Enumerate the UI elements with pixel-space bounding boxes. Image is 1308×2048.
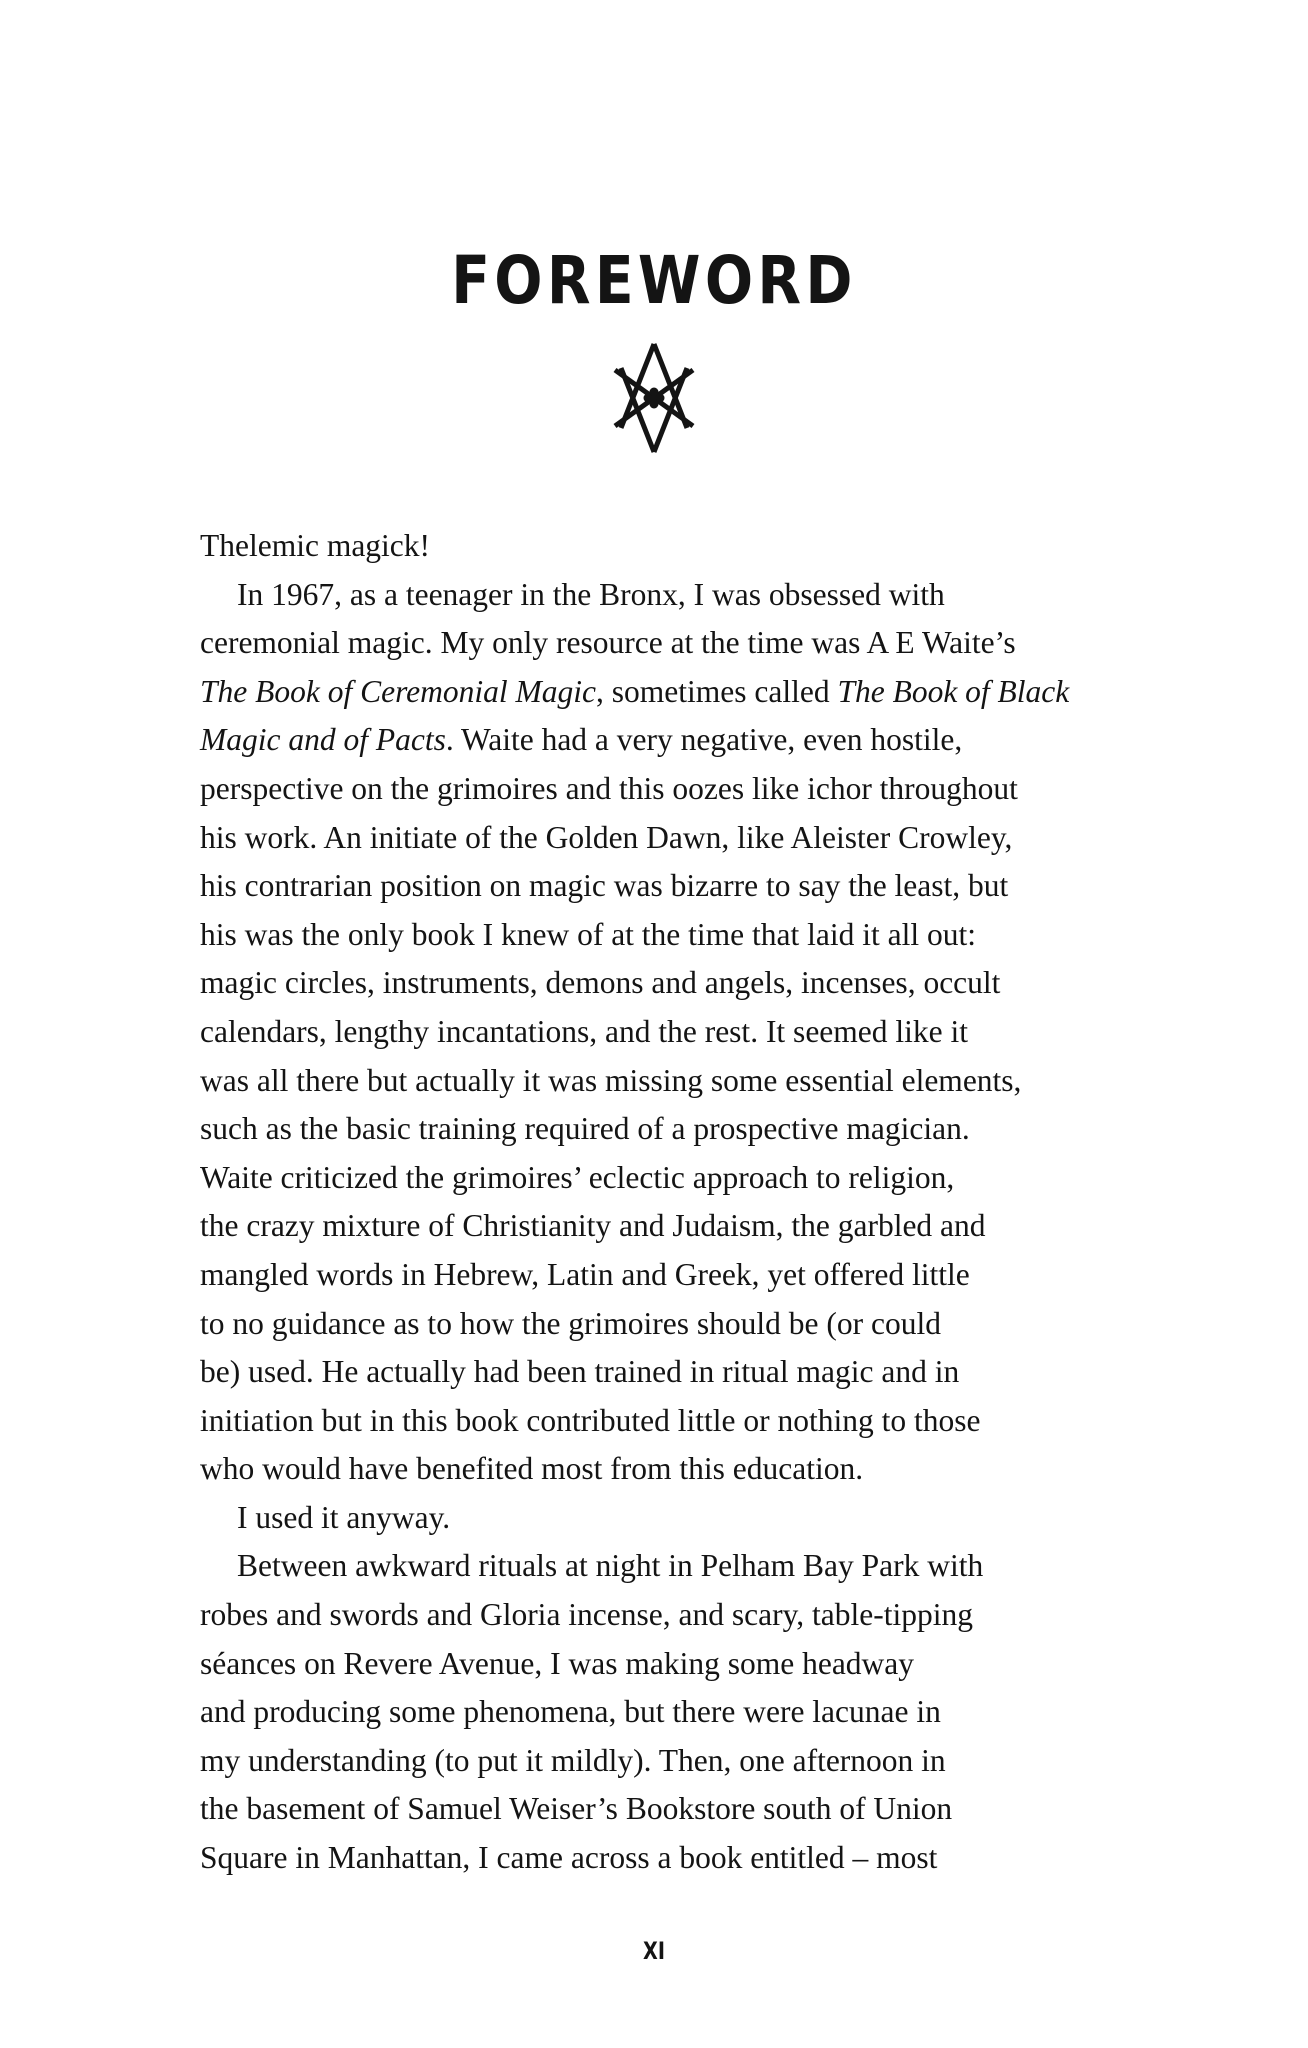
text-line: mangled words in Hebrew, Latin and Greek, yet offered little <box>200 1256 970 1292</box>
text-line: Between awkward rituals at night in Pelham Bay Park with <box>237 1548 984 1584</box>
book-title: Magic and of Pacts <box>200 722 446 758</box>
text-line: Magic and of Pacts. Waite had a very negative, even hostile, <box>200 722 963 758</box>
chapter-title: FOREWORD <box>451 242 857 319</box>
text-line: his contrarian position on magic was bizarre to say the least, but <box>200 868 1009 904</box>
unicursal-hexagram-icon <box>611 340 697 456</box>
text-line: The Book of Ceremonial Magic, sometimes called The Book of Black <box>200 673 1070 709</box>
text-line: who would have benefited most from this education. <box>200 1451 864 1487</box>
text-line: séances on Revere Avenue, I was making some headway <box>200 1645 915 1681</box>
book-title: The Book of Black <box>837 673 1070 709</box>
text-line: be) used. He actually had been trained in ritual magic and in <box>200 1354 960 1390</box>
text-line: ceremonial magic. My only resource at the time was A E Waite’s <box>200 625 1016 661</box>
text-line: such as the basic training required of a prospective magician. <box>200 1111 970 1147</box>
page-number: XI <box>643 1937 665 1965</box>
text-line: I used it anyway. <box>237 1499 451 1535</box>
text-line: his work. An initiate of the Golden Dawn, like Aleister Crowley, <box>200 819 1013 855</box>
text-line: Thelemic magick! <box>200 528 431 563</box>
text-line: to no guidance as to how the grimoires should be (or could <box>200 1305 941 1341</box>
text-line: the basement of Samuel Weiser’s Bookstore south of Union <box>200 1791 953 1827</box>
text-line: magic circles, instruments, demons and angels, incenses, occult <box>200 965 1001 1001</box>
book-title: The Book of Ceremonial Magic <box>200 673 597 709</box>
text-line: Square in Manhattan, I came across a book entitled – most <box>200 1840 938 1876</box>
text-line: calendars, lengthy incantations, and the rest. It seemed like it <box>200 1013 968 1049</box>
text-line: initiation but in this book contributed little or nothing to those <box>200 1402 981 1438</box>
text-line: was all there but actually it was missing some essential elements, <box>200 1062 1022 1098</box>
text-line: Waite criticized the grimoires’ eclectic approach to religion, <box>200 1159 955 1195</box>
text-line: and producing some phenomena, but there were lacunae in <box>200 1694 941 1730</box>
foreword-body <box>200 522 1160 1883</box>
text-line: perspective on the grimoires and this oozes like ichor throughout <box>200 770 1018 806</box>
text-line: robes and swords and Gloria incense, and scary, table-tipping <box>200 1597 973 1633</box>
text-line: the crazy mixture of Christianity and Judaism, the garbled and <box>200 1208 986 1244</box>
text-line: his was the only book I knew of at the time that laid it all out: <box>200 916 976 952</box>
text-line: In 1967, as a teenager in the Bronx, I was obsessed with <box>237 576 945 612</box>
text-line: my understanding (to put it mildly). Then, one afternoon in <box>200 1742 946 1778</box>
